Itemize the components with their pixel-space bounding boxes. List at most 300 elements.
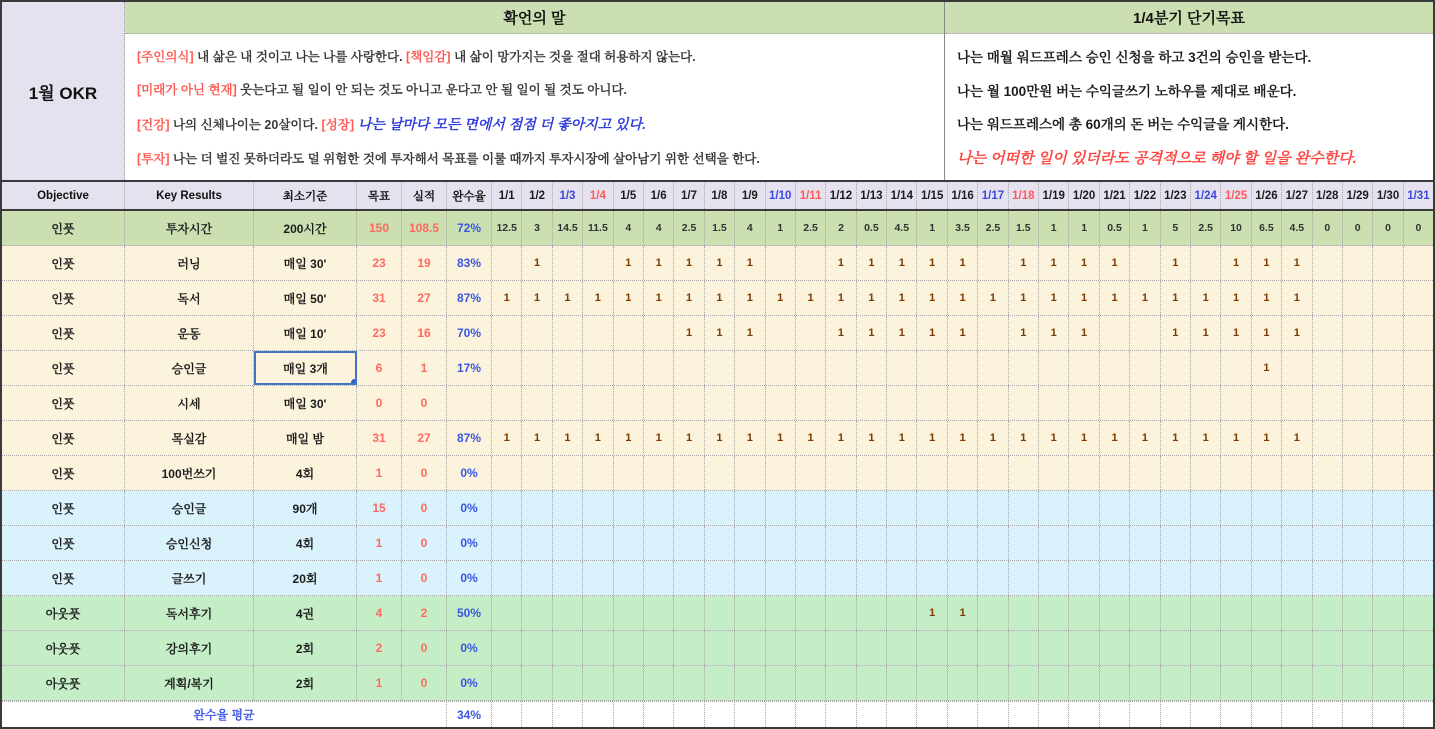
cell-day-value[interactable] — [1100, 316, 1130, 350]
cell-day-value[interactable] — [796, 246, 826, 280]
cell-day-value[interactable]: 2.5 — [1191, 211, 1221, 245]
cell-day-value[interactable] — [796, 456, 826, 490]
cell-day-value[interactable] — [1404, 246, 1433, 280]
cell-day-value[interactable]: 1 — [1009, 421, 1039, 455]
cell-day-value[interactable] — [644, 596, 674, 630]
cell-day-value[interactable] — [735, 491, 765, 525]
cell-day-value[interactable]: 1 — [826, 316, 856, 350]
cell-day-value[interactable]: 1 — [1009, 281, 1039, 315]
cell-day-value[interactable] — [1039, 456, 1069, 490]
cell-day-value[interactable]: 1 — [917, 246, 947, 280]
cell-day-value[interactable] — [1313, 561, 1343, 595]
cell-day-value[interactable] — [1343, 386, 1373, 420]
cell-day-value[interactable]: 1.5 — [1009, 211, 1039, 245]
cell-day-value[interactable] — [1373, 561, 1403, 595]
cell-objective[interactable]: 아웃풋 — [2, 666, 125, 700]
cell-day-value[interactable] — [1130, 666, 1160, 700]
cell-day-value[interactable]: 1 — [735, 421, 765, 455]
footer-day-cell[interactable] — [917, 702, 947, 727]
cell-day-value[interactable] — [614, 526, 644, 560]
cell-day-value[interactable]: 1 — [796, 281, 826, 315]
footer-day-cell[interactable] — [948, 702, 978, 727]
cell-day-value[interactable] — [1100, 666, 1130, 700]
cell-day-value[interactable] — [1069, 491, 1099, 525]
cell-objective[interactable]: 인풋 — [2, 561, 125, 595]
cell-key-result[interactable]: 러닝 — [125, 246, 254, 280]
cell-day-value[interactable]: 1 — [887, 246, 917, 280]
cell-objective[interactable]: 인풋 — [2, 316, 125, 350]
cell-day-value[interactable]: 4.5 — [1282, 211, 1312, 245]
cell-day-value[interactable] — [1191, 351, 1221, 385]
completion-average-value[interactable]: 34% — [447, 702, 492, 727]
cell-day-value[interactable] — [1343, 666, 1373, 700]
cell-day-value[interactable] — [644, 491, 674, 525]
footer-day-cell[interactable] — [644, 702, 674, 727]
cell-day-value[interactable] — [674, 351, 704, 385]
cell-day-value[interactable] — [674, 456, 704, 490]
cell-day-value[interactable] — [1039, 631, 1069, 665]
cell-day-value[interactable] — [857, 596, 887, 630]
cell-day-value[interactable]: 1 — [1252, 421, 1282, 455]
day-header-cell[interactable]: 1/24 — [1191, 182, 1221, 209]
cell-day-value[interactable] — [1404, 316, 1433, 350]
cell-day-value[interactable] — [1009, 666, 1039, 700]
cell-day-value[interactable]: 1 — [674, 281, 704, 315]
cell-day-value[interactable]: 1 — [674, 246, 704, 280]
cell-day-value[interactable] — [1221, 631, 1251, 665]
cell-day-value[interactable] — [1009, 631, 1039, 665]
cell-day-value[interactable] — [492, 491, 522, 525]
cell-day-value[interactable] — [644, 316, 674, 350]
cell-completion-rate[interactable] — [447, 386, 492, 420]
cell-day-value[interactable]: 1 — [796, 421, 826, 455]
cell-day-value[interactable]: 1 — [948, 596, 978, 630]
cell-day-value[interactable] — [1161, 666, 1191, 700]
day-header-cell[interactable]: 1/31 — [1407, 189, 1430, 202]
cell-day-value[interactable]: 1 — [614, 246, 644, 280]
cell-key-result[interactable]: 시세 — [125, 386, 254, 420]
cell-day-value[interactable]: 1 — [1252, 351, 1282, 385]
cell-day-value[interactable]: 1 — [644, 421, 674, 455]
cell-day-value[interactable] — [553, 316, 583, 350]
cell-day-value[interactable] — [948, 456, 978, 490]
cell-day-value[interactable] — [1191, 596, 1221, 630]
cell-day-value[interactable] — [1130, 526, 1160, 560]
cell-objective[interactable]: 인풋 — [2, 386, 125, 420]
cell-day-value[interactable] — [1039, 666, 1069, 700]
day-header-cell[interactable]: 1/18 — [1009, 182, 1039, 209]
cell-min-standard[interactable]: 4회 — [254, 526, 357, 560]
cell-day-value[interactable]: 1 — [826, 281, 856, 315]
cell-day-value[interactable] — [644, 666, 674, 700]
cell-day-value[interactable] — [705, 386, 735, 420]
cell-day-value[interactable] — [492, 596, 522, 630]
cell-day-value[interactable] — [766, 386, 796, 420]
cell-day-value[interactable] — [1373, 596, 1403, 630]
cell-day-value[interactable] — [1282, 596, 1312, 630]
footer-day-cell[interactable] — [826, 702, 856, 727]
cell-day-value[interactable]: 1 — [1130, 211, 1160, 245]
cell-min-standard[interactable]: 200시간 — [254, 211, 357, 245]
footer-day-cell[interactable] — [1069, 702, 1099, 727]
cell-day-value[interactable]: 2.5 — [674, 211, 704, 245]
cell-day-value[interactable] — [1404, 491, 1433, 525]
cell-day-value[interactable] — [857, 491, 887, 525]
cell-day-value[interactable]: 0.5 — [857, 211, 887, 245]
cell-target[interactable]: 6 — [357, 351, 402, 385]
cell-objective[interactable]: 인풋 — [2, 526, 125, 560]
cell-key-result[interactable]: 글쓰기 — [125, 561, 254, 595]
cell-day-value[interactable]: 0 — [1343, 211, 1373, 245]
cell-day-value[interactable] — [826, 456, 856, 490]
cell-completion-rate[interactable]: 50% — [447, 596, 492, 630]
cell-day-value[interactable] — [1191, 456, 1221, 490]
cell-min-standard[interactable]: 90개 — [254, 491, 357, 525]
cell-day-value[interactable] — [1069, 456, 1099, 490]
cell-objective[interactable]: 인풋 — [2, 211, 125, 245]
cell-day-value[interactable] — [796, 596, 826, 630]
cell-completion-rate[interactable]: 0% — [447, 526, 492, 560]
cell-key-result[interactable]: 계획/복기 — [125, 666, 254, 700]
cell-day-value[interactable] — [614, 351, 644, 385]
cell-day-value[interactable] — [1221, 666, 1251, 700]
cell-day-value[interactable] — [674, 491, 704, 525]
cell-day-value[interactable] — [1130, 316, 1160, 350]
day-header-cell[interactable]: 1/12 — [826, 182, 856, 209]
cell-day-value[interactable] — [978, 561, 1008, 595]
cell-day-value[interactable] — [1191, 526, 1221, 560]
cell-day-value[interactable] — [1100, 631, 1130, 665]
cell-day-value[interactable] — [674, 631, 704, 665]
cell-day-value[interactable]: 4 — [614, 211, 644, 245]
day-header-cell[interactable]: 1/27 — [1282, 182, 1312, 209]
cell-day-value[interactable] — [887, 456, 917, 490]
day-header-cell[interactable]: 1/22 — [1130, 182, 1160, 209]
day-header-cell[interactable]: 1/26 — [1252, 182, 1282, 209]
cell-day-value[interactable]: 1 — [1039, 316, 1069, 350]
cell-actual[interactable]: 27 — [402, 421, 447, 455]
cell-day-value[interactable] — [1009, 456, 1039, 490]
cell-day-value[interactable] — [1069, 386, 1099, 420]
cell-day-value[interactable] — [826, 491, 856, 525]
cell-day-value[interactable] — [1282, 526, 1312, 560]
cell-day-value[interactable] — [1039, 351, 1069, 385]
cell-day-value[interactable]: 1 — [917, 596, 947, 630]
cell-day-value[interactable] — [1130, 561, 1160, 595]
day-header-cell[interactable]: 1/14 — [887, 182, 917, 209]
cell-day-value[interactable] — [1130, 246, 1160, 280]
cell-key-result[interactable]: 승인글 — [125, 351, 254, 385]
day-header-cell[interactable]: 1/6 — [644, 182, 674, 209]
cell-day-value[interactable]: 1 — [1191, 281, 1221, 315]
cell-day-value[interactable] — [583, 526, 613, 560]
cell-day-value[interactable] — [1404, 596, 1433, 630]
cell-day-value[interactable] — [826, 351, 856, 385]
cell-day-value[interactable] — [796, 526, 826, 560]
cell-completion-rate[interactable]: 87% — [447, 281, 492, 315]
cell-day-value[interactable] — [1404, 351, 1433, 385]
cell-day-value[interactable] — [1343, 561, 1373, 595]
cell-day-value[interactable]: 1 — [948, 421, 978, 455]
cell-day-value[interactable] — [857, 561, 887, 595]
cell-day-value[interactable] — [1161, 631, 1191, 665]
cell-target[interactable]: 23 — [357, 316, 402, 350]
cell-day-value[interactable] — [614, 631, 644, 665]
cell-target[interactable]: 31 — [357, 421, 402, 455]
cell-day-value[interactable]: 1 — [1191, 421, 1221, 455]
cell-day-value[interactable] — [492, 246, 522, 280]
cell-key-result[interactable]: 강의후기 — [125, 631, 254, 665]
cell-day-value[interactable] — [1252, 666, 1282, 700]
cell-day-value[interactable]: 1 — [1100, 421, 1130, 455]
cell-day-value[interactable] — [1404, 631, 1433, 665]
cell-day-value[interactable] — [553, 631, 583, 665]
cell-target[interactable]: 0 — [357, 386, 402, 420]
cell-day-value[interactable] — [1404, 421, 1433, 455]
cell-day-value[interactable] — [522, 631, 552, 665]
cell-day-value[interactable] — [1373, 246, 1403, 280]
cell-day-value[interactable] — [1069, 526, 1099, 560]
cell-day-value[interactable]: 1 — [1039, 246, 1069, 280]
cell-day-value[interactable] — [1221, 561, 1251, 595]
day-header-cell[interactable]: 1/29 — [1343, 182, 1373, 209]
cell-day-value[interactable] — [492, 526, 522, 560]
cell-day-value[interactable]: 0 — [1415, 222, 1422, 234]
cell-day-value[interactable] — [674, 386, 704, 420]
cell-day-value[interactable] — [887, 631, 917, 665]
cell-day-value[interactable]: 1 — [857, 246, 887, 280]
cell-target[interactable]: 150 — [357, 211, 402, 245]
cell-day-value[interactable] — [674, 526, 704, 560]
cell-day-value[interactable] — [766, 526, 796, 560]
cell-day-value[interactable] — [1373, 281, 1403, 315]
cell-day-value[interactable] — [735, 386, 765, 420]
cell-day-value[interactable] — [766, 246, 796, 280]
cell-day-value[interactable] — [766, 596, 796, 630]
cell-day-value[interactable] — [917, 351, 947, 385]
cell-day-value[interactable] — [522, 596, 552, 630]
day-header-cell[interactable]: 1/8 — [705, 182, 735, 209]
cell-day-value[interactable] — [1161, 596, 1191, 630]
cell-day-value[interactable] — [614, 491, 644, 525]
cell-target[interactable]: 1 — [357, 526, 402, 560]
cell-day-value[interactable] — [1282, 561, 1312, 595]
cell-day-value[interactable] — [492, 631, 522, 665]
cell-day-value[interactable] — [1343, 456, 1373, 490]
cell-day-value[interactable] — [735, 666, 765, 700]
cell-day-value[interactable] — [826, 386, 856, 420]
footer-day-cell[interactable] — [766, 702, 796, 727]
cell-completion-rate[interactable]: 17% — [447, 351, 492, 385]
cell-day-value[interactable]: 2.5 — [978, 211, 1008, 245]
cell-day-value[interactable] — [948, 526, 978, 560]
cell-day-value[interactable] — [1373, 386, 1403, 420]
day-header-cell[interactable]: 1/17 — [978, 182, 1008, 209]
cell-day-value[interactable] — [583, 631, 613, 665]
cell-day-value[interactable]: 1 — [492, 421, 522, 455]
cell-day-value[interactable] — [1039, 491, 1069, 525]
cell-min-standard-selected[interactable]: 매일 3개 — [254, 351, 357, 385]
footer-day-cell[interactable] — [553, 702, 583, 727]
cell-day-value[interactable]: 10 — [1221, 211, 1251, 245]
cell-day-value[interactable]: 1 — [1161, 281, 1191, 315]
cell-day-value[interactable] — [917, 561, 947, 595]
footer-day-cell[interactable] — [1130, 702, 1160, 727]
cell-day-value[interactable] — [917, 666, 947, 700]
cell-actual[interactable]: 0 — [402, 491, 447, 525]
cell-day-value[interactable] — [917, 491, 947, 525]
cell-day-value[interactable] — [522, 526, 552, 560]
day-header-cell[interactable]: 1/19 — [1039, 182, 1069, 209]
cell-day-value[interactable]: 1 — [522, 281, 552, 315]
cell-day-value[interactable] — [644, 631, 674, 665]
cell-day-value[interactable] — [1373, 666, 1403, 700]
cell-day-value[interactable]: 1 — [857, 281, 887, 315]
cell-completion-rate[interactable]: 0% — [447, 631, 492, 665]
cell-actual[interactable]: 0 — [402, 561, 447, 595]
column-header-objective[interactable]: Objective — [2, 182, 125, 209]
cell-day-value[interactable] — [978, 351, 1008, 385]
day-header-cell[interactable]: 1/4 — [583, 182, 613, 209]
cell-day-value[interactable] — [1313, 246, 1343, 280]
footer-day-cell[interactable] — [1373, 702, 1403, 727]
cell-day-value[interactable] — [887, 526, 917, 560]
cell-day-value[interactable] — [796, 316, 826, 350]
cell-target[interactable]: 1 — [357, 456, 402, 490]
cell-day-value[interactable]: 4.5 — [887, 211, 917, 245]
cell-day-value[interactable] — [857, 351, 887, 385]
cell-day-value[interactable] — [705, 491, 735, 525]
cell-day-value[interactable] — [1130, 456, 1160, 490]
cell-completion-rate[interactable]: 0% — [447, 456, 492, 490]
cell-day-value[interactable] — [1161, 526, 1191, 560]
cell-day-value[interactable] — [1404, 386, 1433, 420]
column-header-completion[interactable]: 완수율 — [447, 182, 492, 209]
cell-min-standard[interactable]: 4회 — [254, 456, 357, 490]
cell-day-value[interactable] — [1100, 561, 1130, 595]
cell-day-value[interactable]: 1 — [1252, 316, 1282, 350]
cell-key-result[interactable]: 독서후기 — [125, 596, 254, 630]
cell-day-value[interactable] — [614, 386, 644, 420]
cell-day-value[interactable]: 1 — [1009, 316, 1039, 350]
cell-key-result[interactable]: 목실감 — [125, 421, 254, 455]
footer-day-cell[interactable] — [492, 702, 522, 727]
cell-day-value[interactable]: 1 — [553, 421, 583, 455]
day-header-cell[interactable]: 1/21 — [1100, 182, 1130, 209]
cell-day-value[interactable]: 1 — [522, 421, 552, 455]
footer-day-cell[interactable] — [796, 702, 826, 727]
cell-day-value[interactable] — [674, 666, 704, 700]
cell-day-value[interactable]: 1 — [674, 421, 704, 455]
cell-day-value[interactable]: 3 — [522, 211, 552, 245]
cell-day-value[interactable] — [1373, 351, 1403, 385]
cell-min-standard[interactable]: 매일 10' — [254, 316, 357, 350]
cell-day-value[interactable] — [705, 596, 735, 630]
cell-day-value[interactable] — [583, 246, 613, 280]
cell-actual[interactable]: 0 — [402, 456, 447, 490]
cell-day-value[interactable] — [1161, 386, 1191, 420]
cell-day-value[interactable]: 0 — [1313, 211, 1343, 245]
cell-day-value[interactable] — [1373, 421, 1403, 455]
cell-day-value[interactable]: 1 — [674, 316, 704, 350]
cell-day-value[interactable]: 1 — [1221, 316, 1251, 350]
cell-day-value[interactable] — [766, 491, 796, 525]
cell-day-value[interactable] — [1069, 596, 1099, 630]
cell-day-value[interactable] — [1191, 246, 1221, 280]
footer-day-cell[interactable] — [978, 702, 1008, 727]
cell-actual[interactable]: 0 — [402, 526, 447, 560]
day-header-cell[interactable]: 1/2 — [522, 182, 552, 209]
cell-day-value[interactable] — [1282, 491, 1312, 525]
cell-completion-rate[interactable]: 0% — [447, 491, 492, 525]
day-header-cell[interactable]: 1/10 — [766, 182, 796, 209]
cell-day-value[interactable] — [1009, 491, 1039, 525]
cell-day-value[interactable]: 1 — [766, 211, 796, 245]
cell-day-value[interactable] — [1100, 351, 1130, 385]
cell-min-standard[interactable]: 20회 — [254, 561, 357, 595]
cell-objective[interactable]: 아웃풋 — [2, 596, 125, 630]
cell-day-value[interactable]: 1 — [948, 316, 978, 350]
cell-day-value[interactable] — [826, 631, 856, 665]
cell-day-value[interactable] — [553, 456, 583, 490]
cell-day-value[interactable]: 1 — [917, 316, 947, 350]
cell-day-value[interactable]: 1 — [1221, 281, 1251, 315]
cell-day-value[interactable]: 1 — [492, 281, 522, 315]
cell-day-value[interactable]: 1 — [887, 421, 917, 455]
cell-day-value[interactable]: 1.5 — [705, 211, 735, 245]
cell-day-value[interactable] — [1404, 666, 1433, 700]
cell-day-value[interactable] — [705, 526, 735, 560]
cell-day-value[interactable] — [1100, 491, 1130, 525]
cell-day-value[interactable] — [766, 666, 796, 700]
cell-completion-rate[interactable]: 0% — [447, 666, 492, 700]
cell-day-value[interactable]: 3.5 — [948, 211, 978, 245]
cell-target[interactable]: 31 — [357, 281, 402, 315]
cell-day-value[interactable] — [1313, 456, 1343, 490]
cell-day-value[interactable] — [553, 491, 583, 525]
cell-day-value[interactable] — [674, 596, 704, 630]
cell-day-value[interactable] — [978, 491, 1008, 525]
cell-day-value[interactable] — [1191, 666, 1221, 700]
cell-day-value[interactable] — [978, 596, 1008, 630]
cell-day-value[interactable] — [857, 631, 887, 665]
cell-min-standard[interactable]: 4권 — [254, 596, 357, 630]
cell-completion-rate[interactable]: 72% — [447, 211, 492, 245]
cell-day-value[interactable] — [1069, 666, 1099, 700]
cell-day-value[interactable] — [1100, 386, 1130, 420]
cell-day-value[interactable] — [1343, 491, 1373, 525]
cell-target[interactable]: 1 — [357, 666, 402, 700]
cell-min-standard[interactable]: 매일 30' — [254, 386, 357, 420]
cell-day-value[interactable] — [917, 631, 947, 665]
cell-day-value[interactable] — [583, 386, 613, 420]
cell-day-value[interactable] — [978, 386, 1008, 420]
cell-day-value[interactable] — [978, 316, 1008, 350]
cell-day-value[interactable] — [1313, 631, 1343, 665]
cell-day-value[interactable]: 1 — [735, 246, 765, 280]
cell-day-value[interactable] — [917, 456, 947, 490]
cell-day-value[interactable] — [1373, 631, 1403, 665]
cell-day-value[interactable]: 11.5 — [583, 211, 613, 245]
footer-day-cell[interactable] — [887, 702, 917, 727]
cell-day-value[interactable] — [1252, 456, 1282, 490]
cell-day-value[interactable] — [1069, 561, 1099, 595]
cell-key-result[interactable]: 운동 — [125, 316, 254, 350]
cell-objective[interactable]: 인풋 — [2, 456, 125, 490]
cell-day-value[interactable] — [826, 561, 856, 595]
cell-day-value[interactable]: 1 — [826, 421, 856, 455]
cell-day-value[interactable]: 1 — [1009, 246, 1039, 280]
